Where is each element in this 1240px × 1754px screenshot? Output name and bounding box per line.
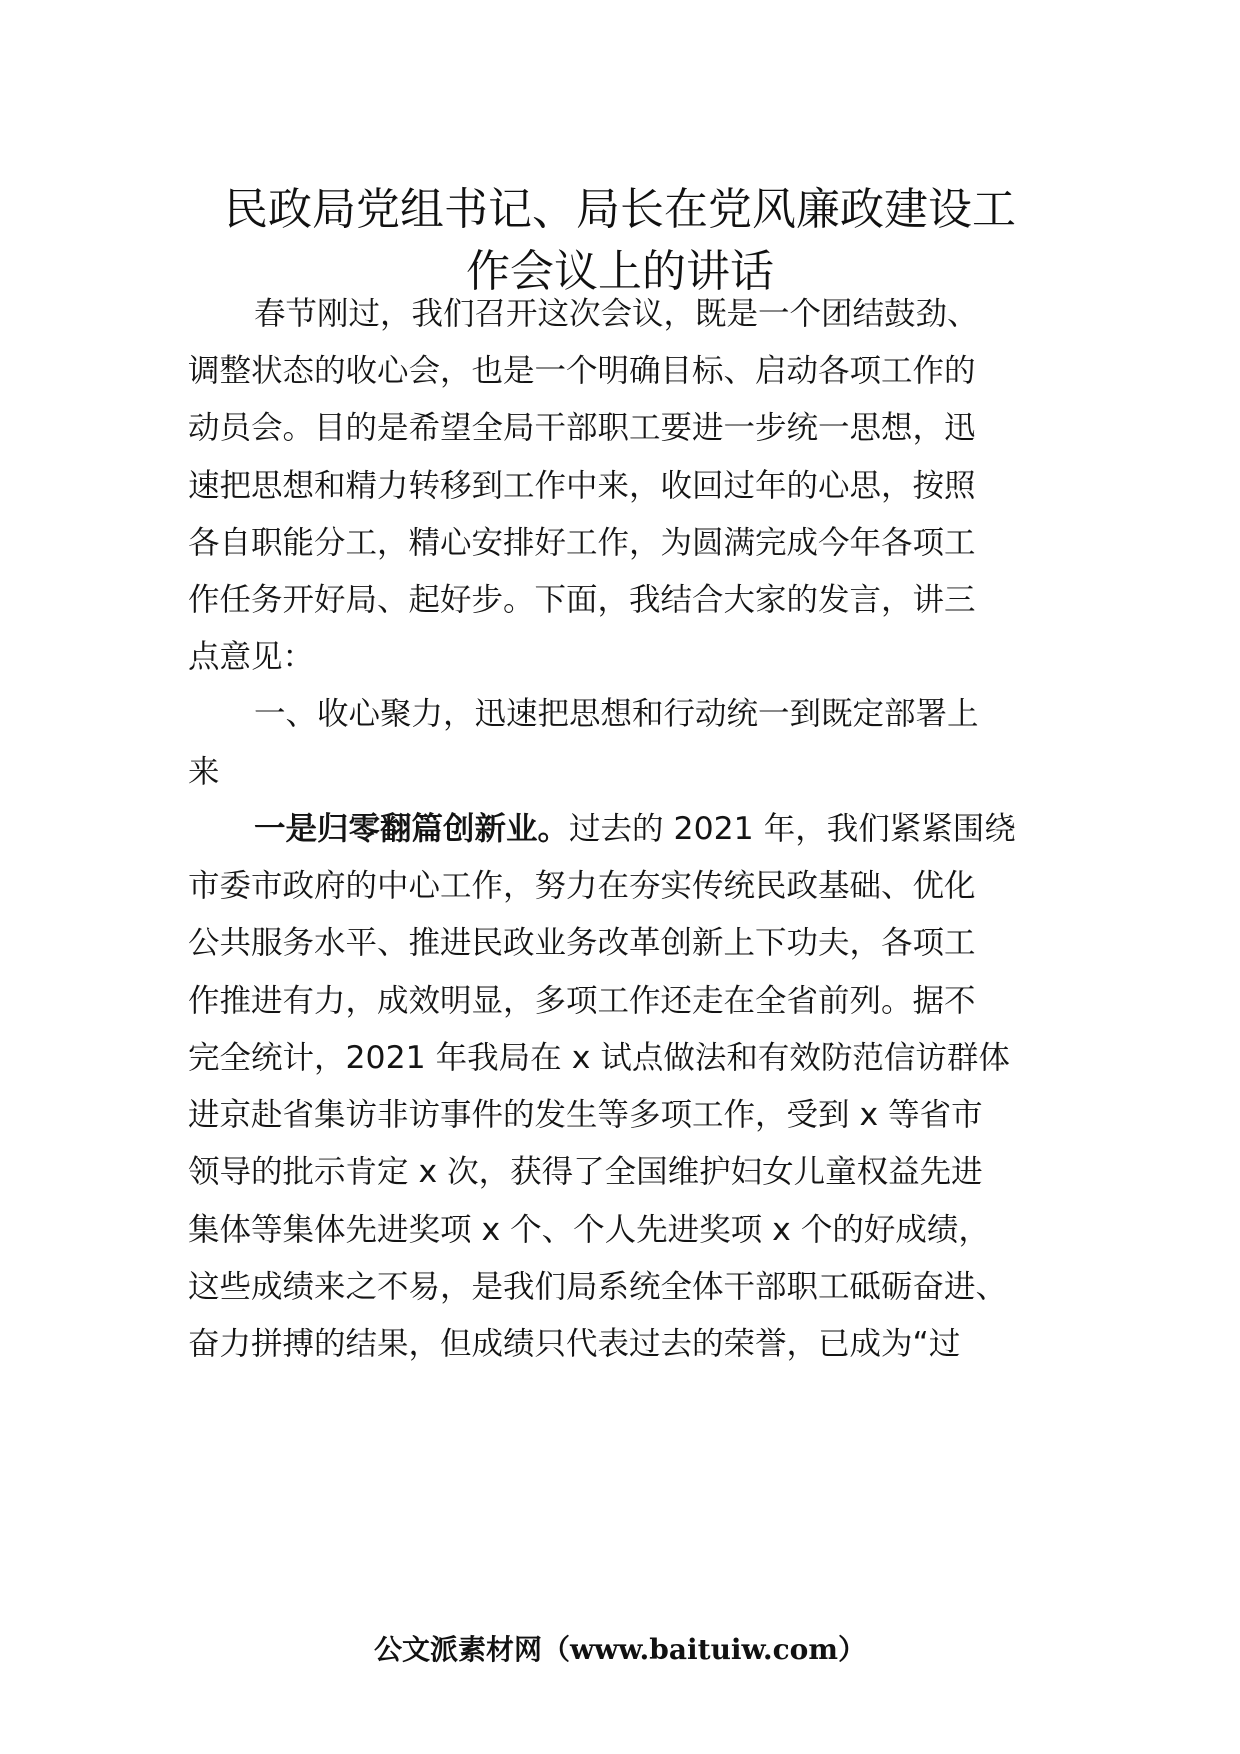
paragraph-line: 这些成绩来之不易，是我们局系统全体干部职工砥砺奋进、 — [188, 1269, 1008, 1305]
paragraph-line: 动员会。目的是希望全局干部职工要进一步统一思想，迅 — [188, 410, 976, 446]
paragraph-line: 公共服务水平、推进民政业务改革创新上下功夫，各项工 — [188, 925, 976, 961]
heading-line: 一、收心聚力，迅速把思想和行动统一到既定部署上 — [254, 696, 979, 732]
paragraph-line — [254, 809, 1016, 849]
paragraph-line: 速把思想和精力转移到工作中来，收回过年的心思，按照 — [188, 468, 976, 504]
document-title-line-1: 民政局党组书记、局长在党风廉政建设工 — [224, 184, 1016, 235]
paragraph-line: 各自职能分工，精心安排好工作，为圆满完成今年各项工 — [188, 525, 976, 561]
paragraph-line: 集体等集体先进奖项 x 个、个人先进奖项 x 个的好成绩， — [188, 1212, 990, 1248]
paragraph-line: 点意见： — [188, 639, 315, 675]
paragraph-line: 奋力拼搏的结果，但成绩只代表过去的荣誉，已成为“过 — [188, 1326, 961, 1362]
paragraph-line: 市委市政府的中心工作，努力在夯实传统民政基础、优化 — [188, 868, 976, 904]
paragraph-line: 领导的批示肯定 x 次，获得了全国维护妇女儿童权益先进 — [188, 1154, 983, 1190]
paragraph-line: 进京赴省集访非访事件的发生等多项工作，受到 x 等省市 — [188, 1097, 983, 1133]
paragraph-line: 调整状态的收心会，也是一个明确目标、启动各项工作的 — [188, 353, 976, 389]
footer-source: 公文派素材网（www.baituiw.com） — [374, 1633, 866, 1666]
point-text: 过去的 2021 年，我们紧紧围绕 — [569, 811, 1016, 847]
document-title-line-2: 作会议上的讲话 — [466, 246, 774, 297]
paragraph-line: 作任务开好局、起好步。下面，我结合大家的发言，讲三 — [188, 582, 976, 618]
paragraph-line: 春节刚过，我们召开这次会议，既是一个团结鼓劲、 — [254, 296, 979, 332]
paragraph-line: 完全统计，2021 年我局在 x 试点做法和有效防范信访群体 — [188, 1040, 1010, 1076]
point-lead: 一是归零翻篇创新业。 — [254, 811, 570, 847]
heading-line: 来 — [188, 754, 220, 790]
paragraph-line: 作推进有力，成效明显，多项工作还走在全省前列。据不 — [188, 983, 976, 1019]
